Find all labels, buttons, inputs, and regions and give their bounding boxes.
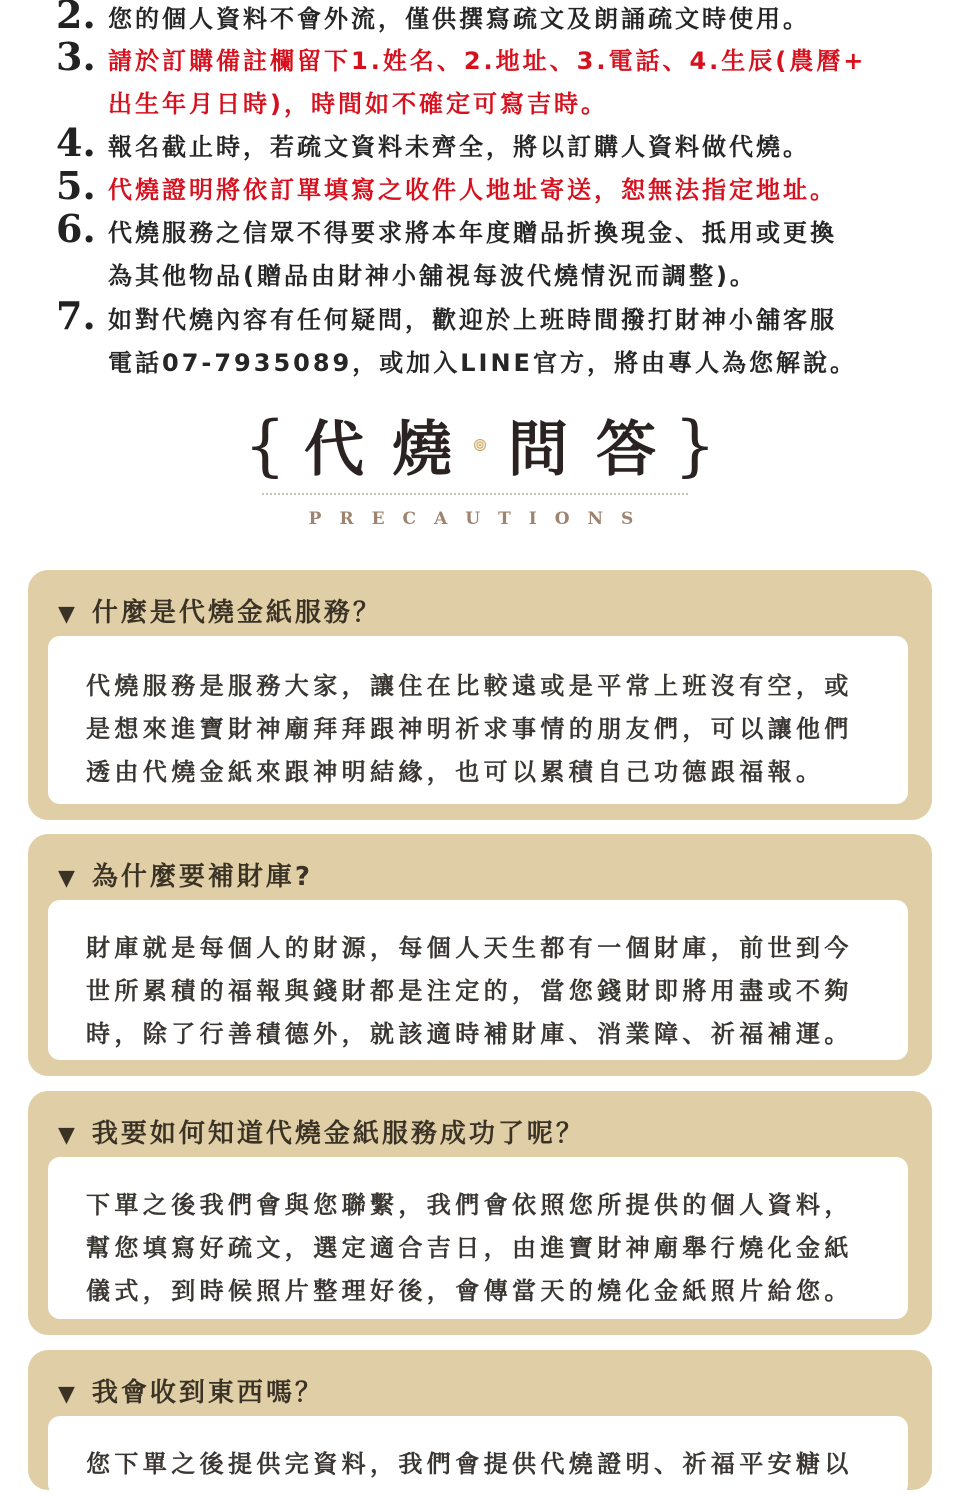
faq-answer-line: 是想來進寶財神廟拜拜跟神明祈求事情的朋友們，可以讓他們 — [86, 715, 853, 743]
note-text: 代燒證明將依訂單填寫之收件人地址寄送，恕無法指定地址。 — [108, 176, 837, 204]
triangle-down-icon: ▼ — [58, 1382, 78, 1407]
note-text: 出生年月日時)，時間如不確定可寫吉時。 — [108, 90, 608, 118]
note-number: 6. — [56, 206, 96, 251]
note-text: 如對代燒內容有任何疑問，歡迎於上班時間撥打財神小舖客服 — [108, 306, 837, 334]
faq-answer — [48, 1157, 908, 1319]
faq-question-text: 為什麼要補財庫? — [91, 862, 314, 892]
faq-question-text: 我要如何知道代燒金紙服務成功了呢？ — [91, 1119, 585, 1149]
note-text: 為其他物品(贈品由財神小舖視每波代燒情況而調整)。 — [108, 262, 757, 290]
heading-char: 代 — [304, 415, 364, 485]
faq-card[interactable] — [28, 570, 932, 820]
note-text: 報名截止時，若疏文資料未齊全，將以訂購人資料做代燒。 — [108, 133, 810, 161]
heading-brace-open: { — [244, 406, 286, 484]
note-number: 7. — [56, 293, 96, 338]
faq-answer-line: 儀式，到時候照片整理好後，會傳當天的燒化金紙照片給您。 — [86, 1277, 853, 1305]
triangle-down-icon: ▼ — [58, 602, 78, 627]
faq-answer — [48, 636, 908, 804]
faq-card[interactable] — [28, 1350, 932, 1490]
faq-answer-line: 透由代燒金紙來跟神明結緣，也可以累積自己功德跟福報。 — [86, 758, 825, 786]
faq-question-text: 什麼是代燒金紙服務？ — [91, 598, 382, 628]
coin-icon — [474, 423, 486, 467]
faq-question[interactable] — [58, 1372, 324, 1409]
faq-answer-line: 下單之後我們會與您聯繫，我們會依照您所提供的個人資料， — [86, 1191, 853, 1219]
faq-question-text: 我會收到東西嗎？ — [91, 1378, 324, 1408]
heading-divider — [262, 493, 688, 495]
faq-answer-line: 時，除了行善積德外，就該適時補財庫、消業障、祈福補運。 — [86, 1020, 853, 1048]
heading-title — [240, 405, 720, 485]
faq-answer — [48, 1416, 908, 1496]
note-number: 3. — [56, 34, 96, 79]
note-text: 請於訂購備註欄留下1.姓名、2.地址、3.電話、4.生辰(農曆+ — [108, 47, 867, 75]
faq-question[interactable] — [58, 1113, 585, 1150]
note-text: 代燒服務之信眾不得要求將本年度贈品折換現金、抵用或更換 — [108, 219, 837, 247]
faq-answer-line: 世所累積的福報與錢財都是注定的，當您錢財即將用盡或不夠 — [86, 977, 853, 1005]
faq-card[interactable] — [28, 834, 932, 1076]
note-text: 您的個人資料不會外流，僅供撰寫疏文及朗誦疏文時使用。 — [108, 5, 810, 33]
section-heading — [0, 405, 960, 545]
faq-question[interactable] — [58, 592, 382, 629]
faq-question[interactable] — [58, 856, 313, 893]
heading-char: 燒 — [392, 415, 452, 485]
note-text: 電話07-7935089，或加入LINE官方，將由專人為您解說。 — [108, 349, 857, 377]
faq-answer-line: 代燒服務是服務大家，讓住在比較遠或是平常上班沒有空，或 — [86, 672, 853, 700]
faq-answer-line: 財庫就是每個人的財源，每個人天生都有一個財庫，前世到今 — [86, 934, 853, 962]
heading-char: 答 — [596, 415, 656, 485]
heading-subtitle: PRECAUTIONS — [308, 509, 652, 529]
note-number: 5. — [56, 163, 96, 208]
heading-brace-close: } — [674, 406, 716, 484]
note-number: 4. — [56, 120, 96, 165]
heading-char: 問 — [508, 415, 568, 485]
triangle-down-icon: ▼ — [58, 866, 78, 891]
faq-answer-line: 幫您填寫好疏文，選定適合吉日，由進寶財神廟舉行燒化金紙 — [86, 1234, 853, 1262]
faq-answer — [48, 900, 908, 1060]
triangle-down-icon: ▼ — [58, 1123, 78, 1148]
faq-card[interactable] — [28, 1091, 932, 1335]
note-number: 2. — [56, 0, 96, 37]
faq-answer-line: 您下單之後提供完資料，我們會提供代燒證明、祈福平安糖以 — [86, 1450, 853, 1478]
